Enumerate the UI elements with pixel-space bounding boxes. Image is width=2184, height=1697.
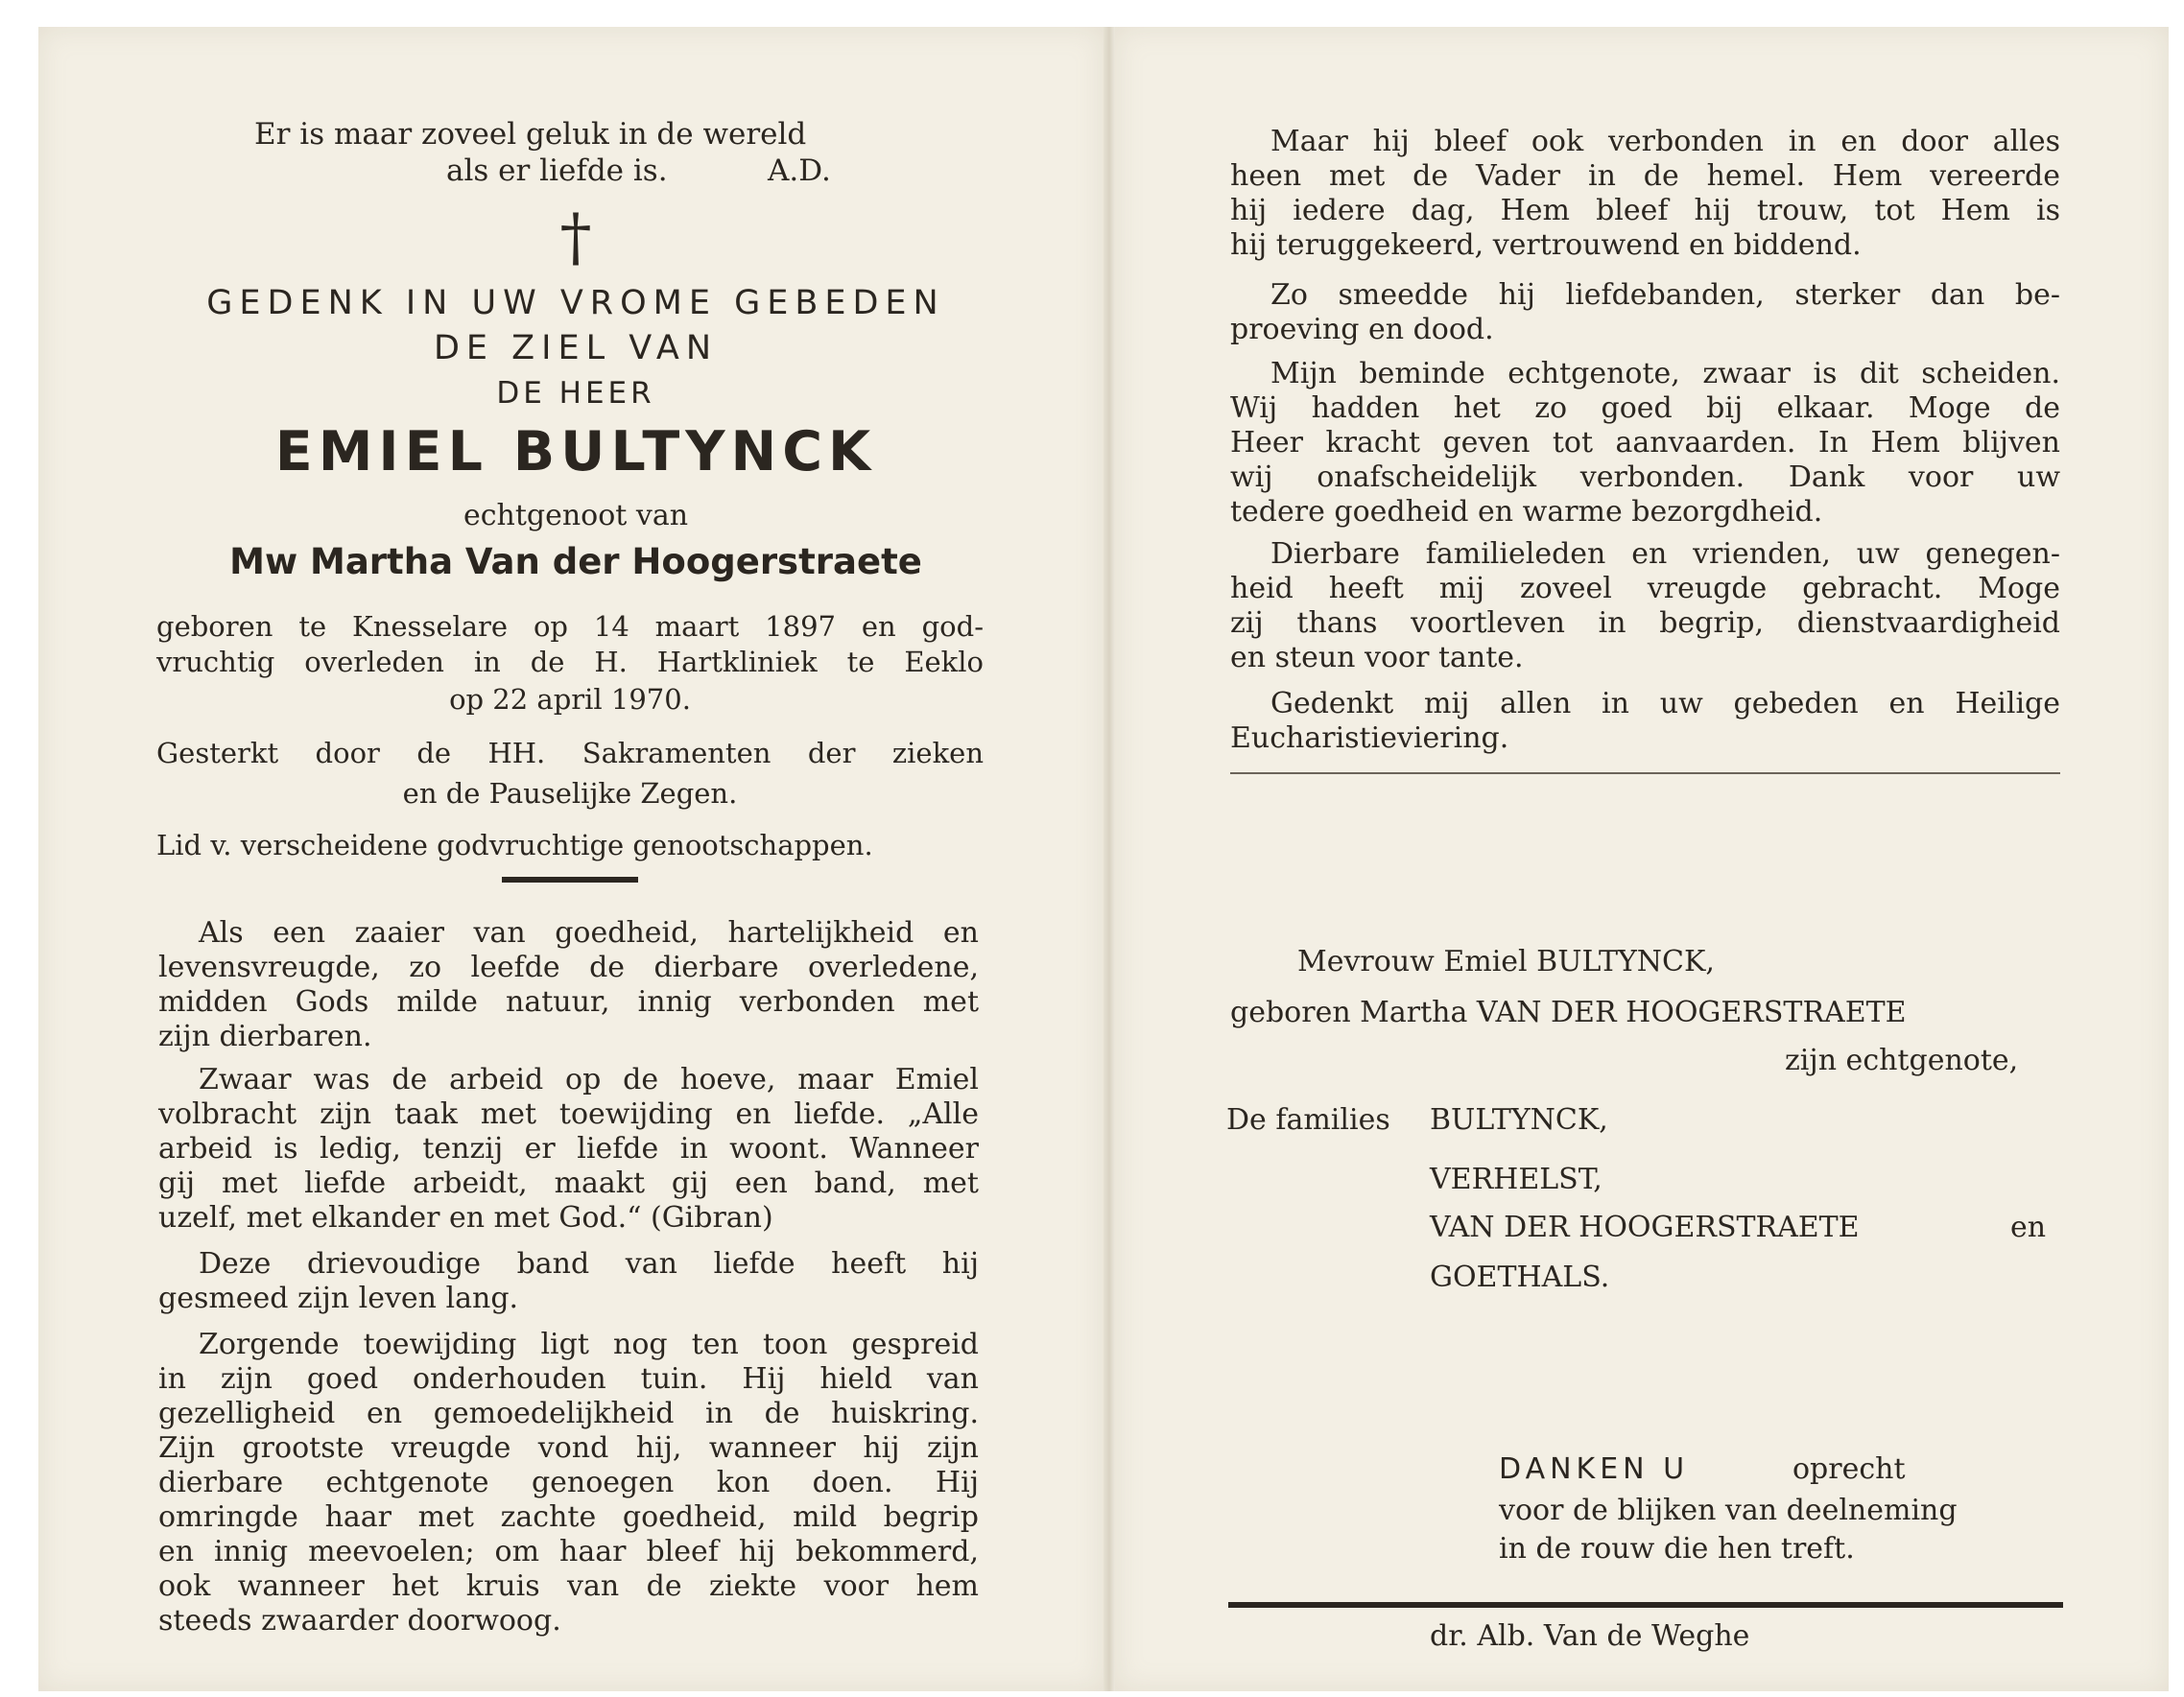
left-divider bbox=[502, 877, 638, 883]
birth-line-1: geboren te Knesselare op 14 maart 1897 en god- bbox=[156, 610, 984, 643]
thanks-word: DANKEN U bbox=[1499, 1452, 1690, 1486]
thanks-line-3: in de rouw die hen treft. bbox=[1499, 1532, 1855, 1566]
death-date: op 22 april 1970. bbox=[449, 683, 691, 716]
motto-author: A.D. bbox=[768, 153, 831, 188]
heading-soul-of: DE ZIEL VAN bbox=[433, 329, 719, 367]
right-paragraph-4: Dierbare familieleden en vrienden, uw genegen- heid heeft mij zoveel vreugde gebracht. Moge zij thans voortleven in begrip, dienstvaardigheid en steun voor tante. bbox=[1230, 537, 2060, 674]
family-name-4: GOETHALS. bbox=[1430, 1261, 1610, 1294]
family-and: en bbox=[2010, 1211, 2047, 1244]
widow-born: geboren Martha VAN DER HOOGERSTRAETE bbox=[1230, 996, 1907, 1029]
right-page bbox=[1115, 27, 2169, 1691]
right-paragraph-1: Maar hij bleef ook verbonden in en door alles heen met de Vader in de hemel. Hem vereerde hij iedere dag, Hem bleef hij trouw, tot Hem is hij teruggekeerd, vertrouwend en biddend. bbox=[1230, 125, 2060, 262]
right-divider-top bbox=[1230, 772, 2060, 774]
membership-line: Lid v. verscheidene godvruchtige genootschappen. bbox=[156, 829, 873, 861]
right-paragraph-3: Mijn beminde echtgenote, zwaar is dit scheiden. Wij hadden het zo goed bij elkaar. Moge de Heer kracht geven tot aanvaarden. In Hem blijven wij onafscheidelijk verbonden. Dank voor uw tedere goedheid en warme bezorgdheid. bbox=[1230, 357, 2060, 529]
heading-remember: GEDENK IN UW VROME GEBEDEN bbox=[206, 284, 945, 322]
family-name-2: VERHELST, bbox=[1430, 1163, 1602, 1196]
printer-credit: dr. Alb. Van de Weghe bbox=[1430, 1619, 1750, 1653]
heading-mister: DE HEER bbox=[496, 376, 655, 411]
motto-line-2: als er liefde is. bbox=[446, 153, 668, 188]
right-divider-bottom bbox=[1228, 1602, 2063, 1608]
sacrament-line-1: Gesterkt door de HH. Sakramenten der zieken bbox=[156, 737, 984, 769]
thanks-line-2: voor de blijken van deelneming bbox=[1499, 1494, 1958, 1527]
left-paragraph-1: Als een zaaier van goedheid, hartelijkheid en levensvreugde, zo leefde de dierbare overledene, midden Gods milde natuur, innig verbonden met zijn dierbaren. bbox=[158, 916, 979, 1053]
cross-icon: † bbox=[559, 200, 592, 274]
left-paragraph-2: Zwaar was de arbeid op de hoeve, maar Emiel volbracht zijn taak met toewijding en liefde. „Alle arbeid is ledig, tenzij er liefde in woont. Wanneer gij met liefde arbeidt, maakt gij een band, met uzelf, met elkander en met God.“ (Gibran) bbox=[158, 1063, 979, 1235]
left-paragraph-4: Zorgende toewijding ligt nog ten toon gespreid in zijn goed onderhouden tuin. Hij hield van gezelligheid en gemoedelijkheid in de huiskring. Zijn grootste vreugde vond hij, wanneer hij zijn dierbare echtgenote genoegen kon doen. Hij omringde haar met zachte goedheid, mild begrip en innig meevoelen; om haar bleef hij bekommerd, ook wanneer het kruis van de ziekte voor hem steeds zwaarder doorwoog. bbox=[158, 1328, 979, 1638]
widow-role: zijn echtgenote, bbox=[1785, 1044, 2019, 1077]
spouse-name: Mw Martha Van der Hoogerstraete bbox=[229, 541, 922, 582]
right-paragraph-2: Zo smeedde hij liefdebanden, sterker dan be- proeving en dood. bbox=[1230, 278, 2060, 346]
deceased-name: EMIEL BULTYNCK bbox=[274, 420, 877, 483]
family-name-1: BULTYNCK, bbox=[1430, 1103, 1608, 1137]
widow-line: Mevrouw Emiel BULTYNCK, bbox=[1297, 945, 1715, 978]
birth-line-2: vruchtig overleden in de H. Hartkliniek te Eeklo bbox=[156, 646, 984, 678]
thanks-line-1-rest: oprecht bbox=[1792, 1452, 1906, 1486]
families-intro: De families bbox=[1226, 1103, 1390, 1137]
card-fold bbox=[1104, 27, 1115, 1691]
sacrament-line-2: en de Pauselijke Zegen. bbox=[402, 777, 738, 810]
right-paragraph-5: Gedenkt mij allen in uw gebeden en Heilige Eucharistieviering. bbox=[1230, 687, 2060, 755]
spouse-intro: echtgenoot van bbox=[463, 499, 689, 532]
family-name-3: VAN DER HOOGERSTRAETE bbox=[1430, 1211, 1860, 1244]
motto-line-1: Er is maar zoveel geluk in de wereld bbox=[254, 117, 807, 152]
left-paragraph-3: Deze drievoudige band van liefde heeft hij gesmeed zijn leven lang. bbox=[158, 1247, 979, 1315]
